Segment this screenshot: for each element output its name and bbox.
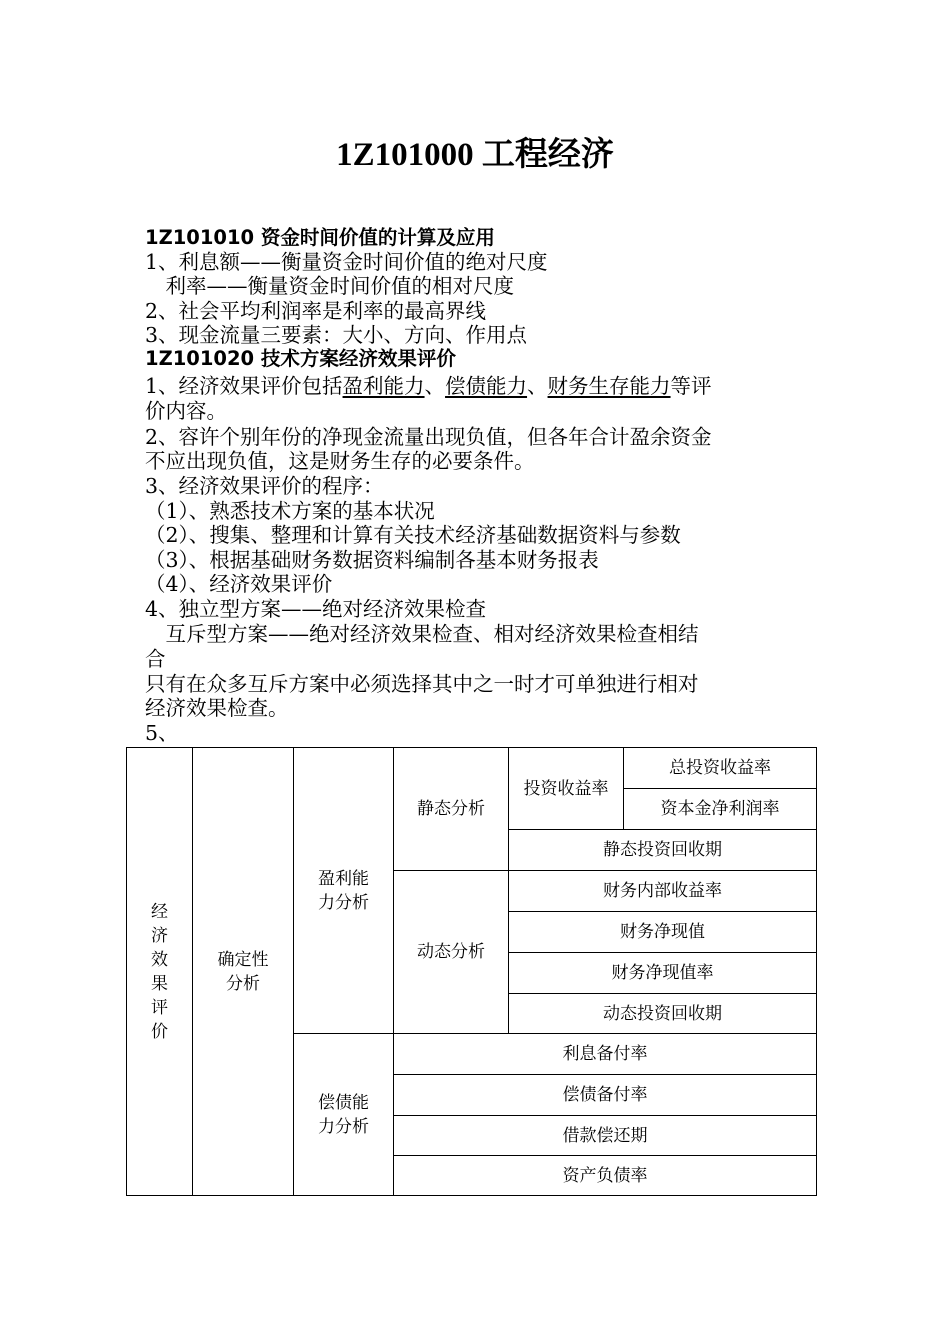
table-cell: 财务净现值率 (509, 953, 817, 994)
text-line: 1、利息额——衡量资金时间价值的绝对尺度 (145, 250, 548, 274)
evaluation-table (126, 747, 817, 1196)
text-line: （2）、搜集、整理和计算有关技术经济基础数据资料与参数 (145, 523, 681, 547)
static-analysis-cell: 静态分析 (394, 748, 509, 871)
text-line: 利率——衡量资金时间价值的相对尺度 (145, 274, 514, 298)
section-heading-1: 1Z101010 资金时间价值的计算及应用 (145, 226, 495, 249)
table-cell: 财务内部收益率 (509, 871, 817, 912)
solvency-analysis-cell: 偿债能 力分析 (294, 1034, 394, 1196)
text-line: （1）、熟悉技术方案的基本状况 (145, 499, 435, 523)
underlined-term: 盈利能力 (342, 374, 425, 398)
table-cell: 借款偿还期 (394, 1116, 817, 1156)
text-line: 价内容。 (145, 399, 227, 423)
total-roi-cell: 总投资收益率 (624, 748, 817, 789)
text-line: 合 (145, 647, 166, 671)
table-cell: 利息备付率 (394, 1034, 817, 1075)
text-line: 1、经济效果评价包括盈利能力、偿债能力、财务生存能力等评 (145, 374, 712, 398)
text-line: 2、社会平均利润率是利率的最高界线 (145, 299, 487, 323)
deterministic-analysis-cell: 确定性 分析 (193, 748, 294, 1196)
section-heading-2: 1Z101020 技术方案经济效果评价 (145, 347, 456, 370)
text-line: 5、 (145, 721, 179, 745)
equity-profit-rate-cell: 资本金净利润率 (624, 789, 817, 830)
text-line: 互斥型方案——绝对经济效果检查、相对经济效果检查相结 (145, 622, 699, 646)
text-line: 3、现金流量三要素：大小、方向、作用点 (145, 323, 528, 347)
text-line: 只有在众多互斥方案中必须选择其中之一时才可单独进行相对 (145, 672, 699, 696)
table-cell: 财务净现值 (509, 912, 817, 953)
table-cell: 偿债备付率 (394, 1075, 817, 1116)
text-line: （4）、经济效果评价 (145, 572, 333, 596)
text-line: 不应出现负值，这是财务生存的必要条件。 (145, 449, 535, 473)
roi-cell: 投资收益率 (509, 748, 624, 830)
economic-evaluation-cell: 经 济 效 果 评 价 (127, 748, 193, 1196)
text-line: 2、容许个别年份的净现金流量出现负值，但各年合计盈余资金 (145, 425, 712, 449)
profitability-analysis-cell: 盈利能 力分析 (294, 748, 394, 1034)
table-cell: 资产负债率 (394, 1156, 817, 1196)
text-line: 3、经济效果评价的程序： (145, 474, 384, 498)
underlined-term: 偿债能力 (445, 374, 528, 398)
underlined-term: 财务生存能力 (547, 374, 671, 398)
table-cell: 动态投资回收期 (509, 994, 817, 1034)
text-line: 4、独立型方案——绝对经济效果检查 (145, 597, 487, 621)
text-line: （3）、根据基础财务数据资料编制各基本财务报表 (145, 548, 599, 572)
page-title: 1Z101000 工程经济 (336, 137, 614, 173)
dynamic-analysis-cell: 动态分析 (394, 871, 509, 1034)
text-line: 经济效果检查。 (145, 696, 289, 720)
static-payback-cell: 静态投资回收期 (509, 830, 817, 871)
